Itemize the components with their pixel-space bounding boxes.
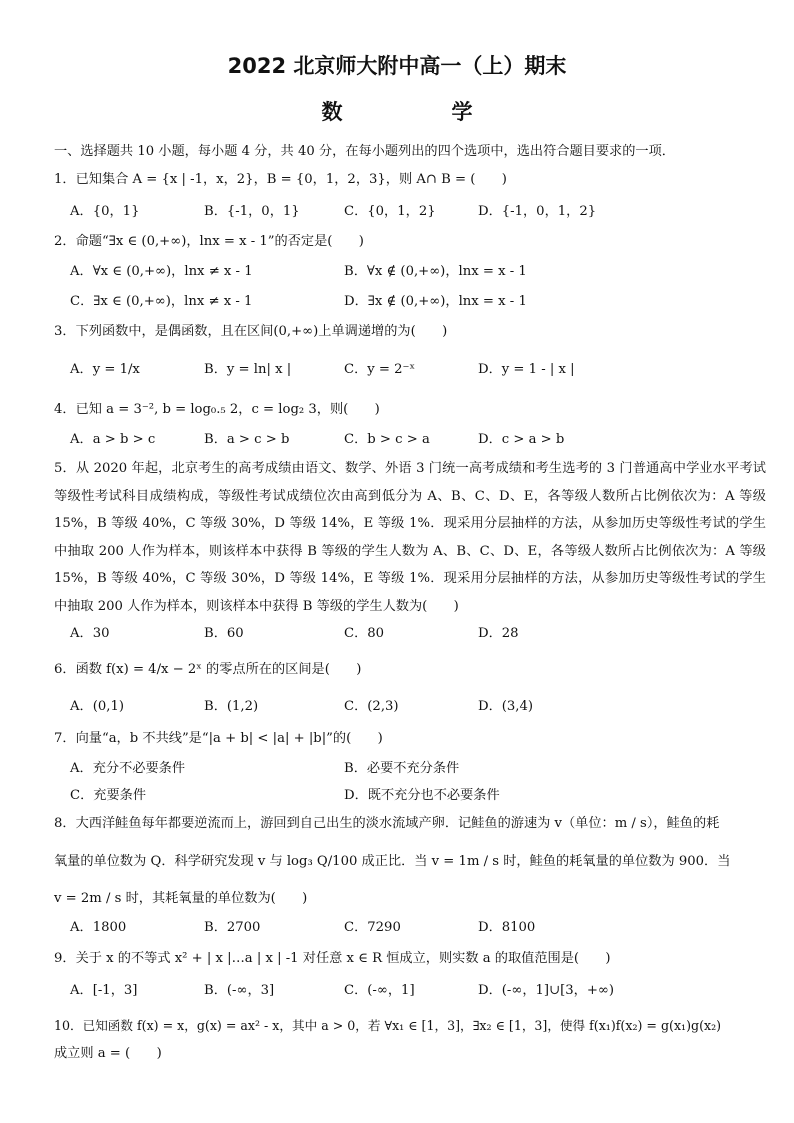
q9-option-c: C．(-∞，1] [344,983,415,998]
q5-option-b: B．60 [204,626,244,641]
question-10-stem-line2: 成立则 a = ( ) [54,1046,162,1061]
question-1-stem: 1．已知集合 A = {x | -1，x，2}，B = {0，1，2，3}，则 A∩ B = ( ) [54,172,507,187]
q1-option-b: B．{-1，0，1} [204,204,300,219]
q8-option-a: A．1800 [70,920,127,935]
question-2-stem: 2．命题“∃x ∈ (0,+∞)，lnx = x - 1”的否定是( ) [54,234,364,249]
q2-option-a: A．∀x ∈ (0,+∞)，lnx ≠ x - 1 [70,264,253,279]
question-6-stem: 6．函数 f(x) = 4/x − 2ˣ 的零点所在的区间是( ) [54,662,362,677]
q6-option-d: D．(3,4) [478,699,534,714]
q4-option-d: D．c > a > b [478,432,565,447]
q4-option-c: C．b > c > a [344,432,430,447]
q2-option-c: C．∃x ∈ (0,+∞)，lnx ≠ x - 1 [70,294,253,309]
q6-option-c: C．(2,3) [344,699,399,714]
q5-option-c: C．80 [344,626,385,641]
section-heading: 一、选择题共 10 小题，每小题 4 分，共 40 分，在每小题列出的四个选项中，选出符合题目要求的一项． [54,144,675,159]
q2-option-d: D．∃x ∉ (0,+∞)，lnx = x - 1 [344,294,527,309]
q8-option-c: C．7290 [344,920,401,935]
q6-option-a: A．(0,1) [70,699,124,714]
q3-option-d: D．y = 1 - | x | [478,362,575,377]
q3-option-b: B．y = ln| x | [204,362,292,377]
exam-title: 2022 北京师大附中高一（上）期末 [227,54,567,78]
q1-option-d: D．{-1，0，1，2} [478,204,597,219]
question-8-stem-line2: 氧量的单位数为 Q．科学研究发现 v 与 log₃ Q/100 成正比．当 v = 1m / s 时，鲑鱼的耗氧量的单位数为 900．当 [54,854,731,869]
question-8-stem-line1: 8．大西洋鲑鱼每年都要逆流而上，游回到自己出生的淡水流域产卵．记鲑鱼的游速为 v（单位：m / s），鲑鱼的耗 [54,816,720,831]
q2-option-b: B．∀x ∉ (0,+∞)，lnx = x - 1 [344,264,527,279]
q3-option-a: A．y = 1/x [70,362,140,377]
q4-option-a: A．a > b > c [70,432,156,447]
question-7-stem: 7．向量“a，b 不共线”是“|a + b| < |a| + |b|”的( ) [54,731,383,746]
q6-option-b: B．(1,2) [204,699,259,714]
q7-option-c: C．充要条件 [70,788,147,803]
q5-option-d: D．28 [478,626,519,641]
question-4-stem: 4．已知 a = 3⁻², b = log₀.₅ 2，c = log₂ 3，则( ) [54,402,380,417]
q7-option-b: B．必要不充分条件 [344,761,460,776]
exam-subject: 数 学 [321,100,517,124]
q1-option-a: A．{0，1} [70,204,140,219]
q1-option-c: C．{0，1，2} [344,204,436,219]
q5-option-a: A．30 [70,626,110,641]
q9-option-d: D．(-∞，1]∪[3，+∞) [478,983,615,998]
q9-option-a: A．[-1，3] [70,983,138,998]
question-8-stem-line3: v = 2m / s 时，其耗氧量的单位数为( ) [54,891,308,906]
question-3-stem: 3．下列函数中，是偶函数，且在区间(0,+∞)上单调递增的为( ) [54,324,448,339]
q9-option-b: B．(-∞，3] [204,983,275,998]
question-5-stem: 5．从 2020 年起，北京考生的高考成绩由语文、数学、外语 3 门统一高考成绩和考生选考的 3 门普通高中学业水平考试等级性考试科目成绩构成，等级性考试成绩位次由高到低分为 A、B、C、D、E，各等级人数所占比例依次为：A 等级 15%，B 等级 40%，C 等级 30%，D 等级 14%，E 等级 1%．现采用分层抽样的方法，从参加历史等级性考试的学生中抽取 200 人作为样本，则该样本中获得 B 等级的学生人数为 A、B、C、D、E，各等级人数所占比例依次为：A 等级 15%，B 等级 40%，C 等级 30%，D 等级 14%，E 等级 1%．现采用分层抽样的方法，从参加历史等级性考试的学生中抽取 200 人作为样本，则该样本中获得 B 等级的学生人数为( ) [54,461,766,614]
q7-option-d: D．既不充分也不必要条件 [344,788,500,803]
q8-option-d: D．8100 [478,920,536,935]
q3-option-c: C．y = 2⁻ˣ [344,362,416,377]
question-10-stem-line1: 10．已知函数 f(x) = x，g(x) = ax² - x，其中 a > 0，若 ∀x₁ ∈ [1，3]，∃x₂ ∈ [1，3]，使得 f(x₁)f(x₂) = g(x₁)g(x₂) [54,1018,722,1033]
q4-option-b: B．a > c > b [204,432,290,447]
question-9-stem: 9．关于 x 的不等式 x² + | x |…a | x | -1 对任意 x ∈ R 恒成立，则实数 a 的取值范围是( ) [54,951,611,966]
q7-option-a: A．充分不必要条件 [70,761,186,776]
q8-option-b: B．2700 [204,920,261,935]
